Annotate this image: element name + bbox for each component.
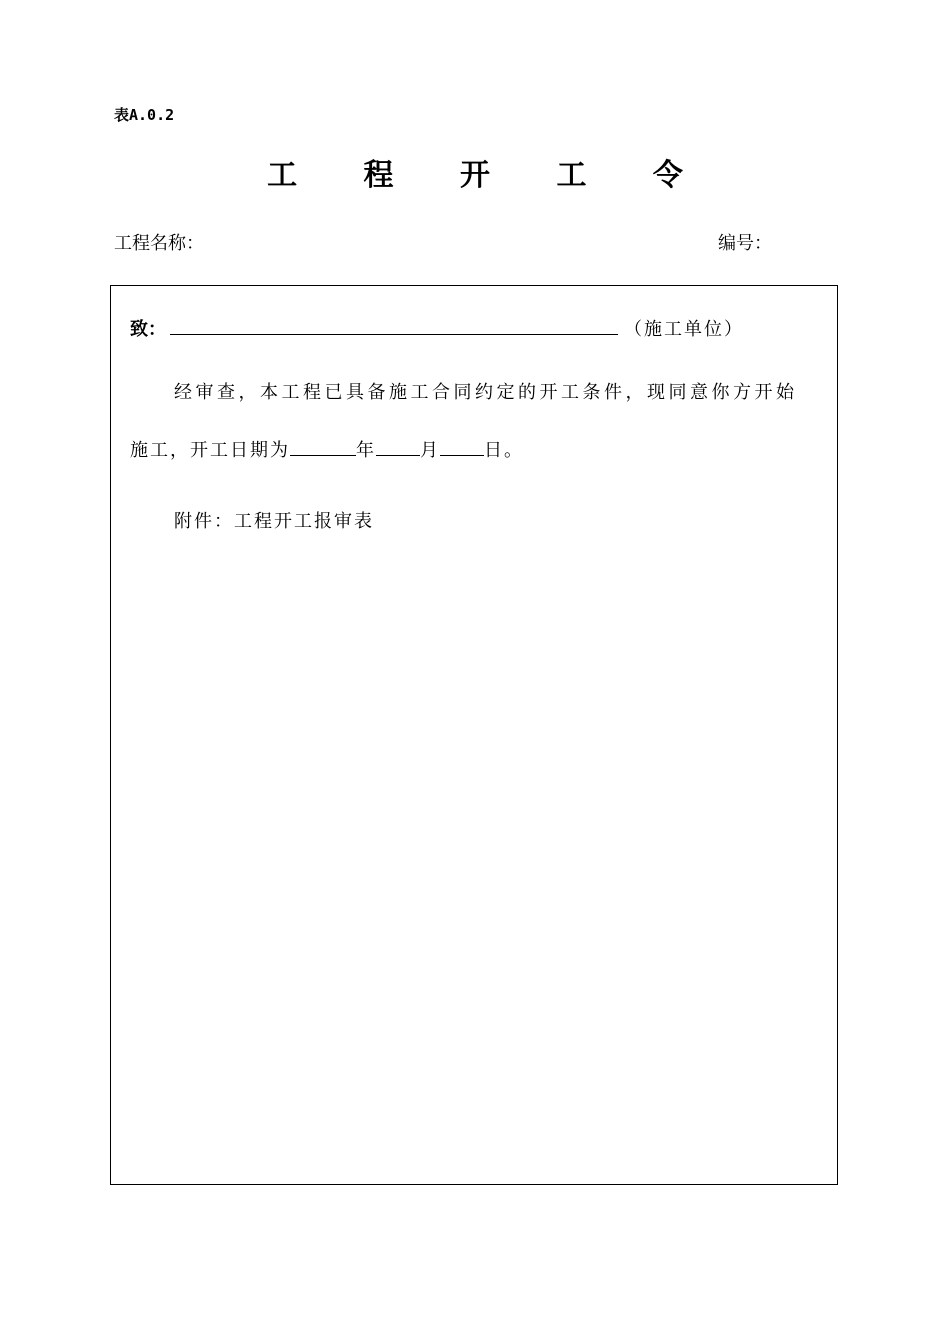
day-label: 日。 <box>484 440 524 461</box>
year-blank[interactable] <box>290 437 356 456</box>
start-date-line <box>130 436 524 462</box>
to-suffix: （施工单位） <box>624 319 744 340</box>
form-box <box>110 285 838 1185</box>
day-blank[interactable] <box>440 437 484 456</box>
form-code: 表A.0.2 <box>114 106 175 124</box>
to-label: 致： <box>130 319 166 340</box>
year-label: 年 <box>356 440 376 461</box>
month-label: 月 <box>420 440 440 461</box>
attachment-line: 附件：工程开工报审表 <box>174 511 374 532</box>
recipient-blank[interactable] <box>170 314 618 335</box>
month-blank[interactable] <box>376 437 420 456</box>
project-name-label: 工程名称： <box>114 233 204 254</box>
recipient-line <box>130 314 744 341</box>
number-label: 编号： <box>718 233 772 254</box>
start-date-prefix: 施工，开工日期为 <box>130 440 290 461</box>
page-title: 工 程 开 工 令 <box>267 158 711 193</box>
approval-paragraph: 经审查，本工程已具备施工合同约定的开工条件，现同意你方开始 <box>174 382 798 403</box>
